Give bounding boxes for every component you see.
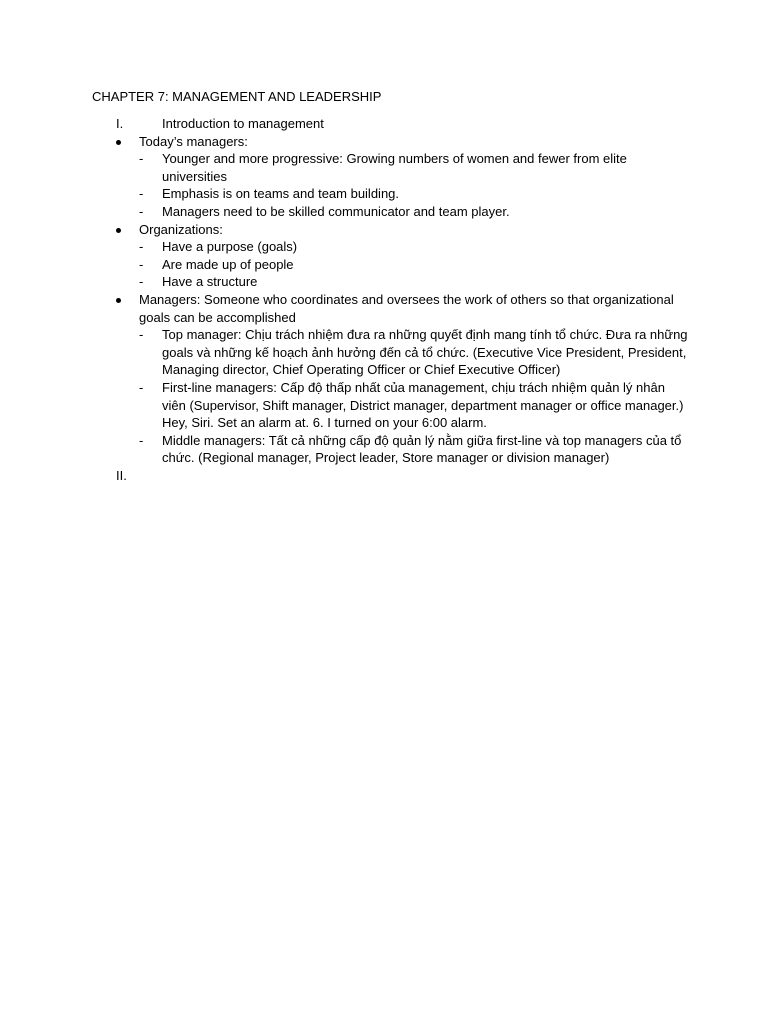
outline-text: Today’s managers:	[139, 133, 248, 149]
outline-item	[92, 115, 692, 133]
outline-item	[92, 256, 692, 274]
outline-item	[92, 203, 692, 221]
dash-marker: -	[139, 274, 144, 290]
outline-item	[92, 273, 692, 291]
outline-text: Organizations:	[139, 221, 223, 237]
outline-text: Middle managers: Tất cả những cấp độ quản lý nằm giữa first-line và top managers của tổ chức. (Regional manager, Project leader, Store manager or division manager)	[162, 432, 682, 466]
outline-text: Have a structure	[162, 274, 258, 290]
outline-list	[92, 115, 692, 484]
outline-item	[92, 238, 692, 256]
outline-item	[92, 467, 692, 485]
outline-text: First-line managers: Cấp độ thấp nhất của management, chịu trách nhiệm quản lý nhân viên (Supervisor, Shift manager, District manager, department manager or office manager.) Hey, Siri. Set an alarm at. 6. I turned on your 6:00 alarm.	[162, 379, 684, 431]
outline-item	[92, 291, 692, 326]
dash-marker: -	[139, 327, 144, 343]
outline-item	[92, 379, 692, 432]
dash-marker: -	[139, 432, 144, 448]
dash-marker: -	[139, 151, 144, 167]
outline-item	[92, 185, 692, 203]
dash-marker: -	[139, 256, 144, 272]
outline-text: Emphasis is on teams and team building.	[162, 186, 400, 202]
bullet-icon	[116, 140, 121, 145]
roman-numeral: I.	[116, 116, 124, 131]
outline-text: Have a purpose (goals)	[162, 239, 298, 255]
chapter-title: CHAPTER 7: MANAGEMENT AND LEADERSHIP	[92, 89, 382, 104]
outline-item	[92, 432, 692, 467]
outline-text: Top manager: Chịu trách nhiệm đưa ra những quyết định mang tính tổ chức. Đưa ra những goals và những kế hoạch ảnh hưởng đến cả tổ chức. (Executive Vice President, President, Managing director, Chief Operating Officer or Chief Executive Officer)	[162, 327, 688, 378]
outline-item	[92, 150, 692, 185]
outline-text: Are made up of people	[162, 256, 294, 272]
dash-marker: -	[139, 186, 144, 202]
outline-item	[92, 326, 692, 379]
outline-text: Managers need to be skilled communicator and team player.	[162, 203, 510, 219]
outline-text: Younger and more progressive: Growing numbers of women and fewer from elite universities	[162, 151, 627, 184]
roman-numeral: II.	[116, 467, 127, 483]
bullet-icon	[116, 298, 121, 303]
outline-text	[92, 467, 692, 485]
dash-marker: -	[139, 203, 144, 219]
outline-text: Introduction to management	[162, 116, 324, 131]
dash-marker: -	[139, 239, 144, 255]
outline-item	[92, 133, 692, 151]
outline-item	[92, 221, 692, 239]
outline-text: Managers: Someone who coordinates and oversees the work of others so that organizational goals can be accomplished	[139, 291, 674, 325]
bullet-icon	[116, 228, 121, 233]
dash-marker: -	[139, 379, 144, 395]
